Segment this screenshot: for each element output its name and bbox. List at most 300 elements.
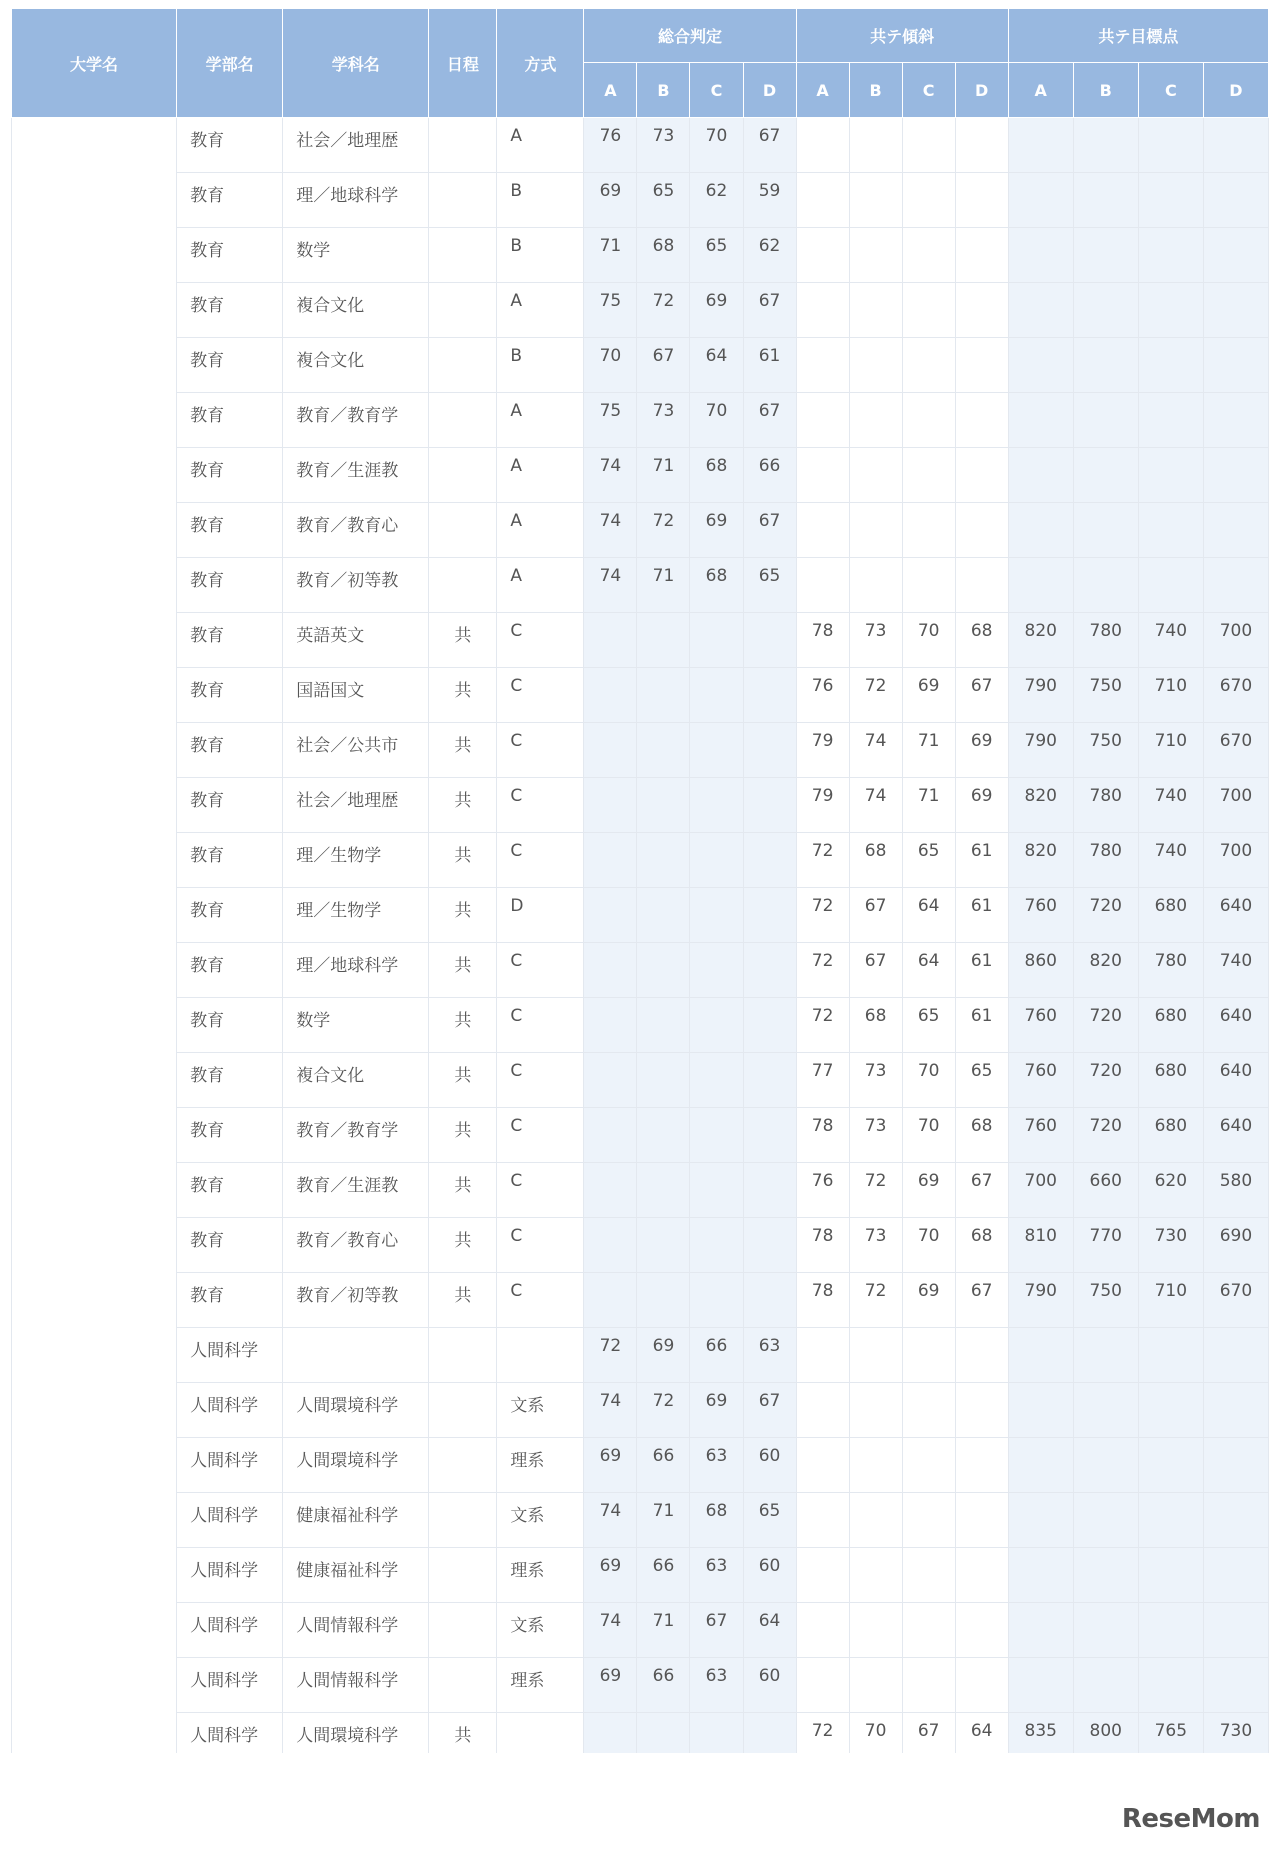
sogo-cell — [743, 723, 796, 778]
table-row — [12, 173, 1269, 228]
header-grade-sogo-1: B — [637, 63, 690, 118]
sogo-cell-value — [637, 1218, 689, 1226]
target-cell-value: 770 — [1089, 1226, 1122, 1246]
target-cell — [1008, 1493, 1073, 1548]
target-cell — [1008, 503, 1073, 558]
target-cell-value — [1074, 558, 1138, 566]
faculty-cell-value: 人間科学 — [190, 1341, 259, 1361]
sogo-cell-value: 66 — [652, 1556, 675, 1576]
sogo-cell-value — [690, 1053, 742, 1061]
table-row — [12, 228, 1269, 283]
sogo-cell — [743, 448, 796, 503]
target-cell-value — [1139, 1328, 1203, 1336]
sogo-cell — [690, 668, 743, 723]
target-cell — [1008, 1218, 1073, 1273]
department-cell — [283, 1658, 429, 1713]
keisha-cell — [902, 778, 955, 833]
sogo-cell-value: 64 — [758, 1611, 781, 1631]
target-cell-value: 740 — [1154, 621, 1188, 641]
sogo-cell — [584, 1383, 637, 1438]
keisha-cell-value — [850, 338, 902, 346]
faculty-cell-value: 人間科学 — [190, 1671, 259, 1691]
faculty-cell-value: 教育 — [190, 296, 225, 316]
target-cell — [1203, 558, 1268, 613]
department-cell-value: 人間環境科学 — [296, 1396, 399, 1416]
target-cell — [1008, 668, 1073, 723]
method-cell-value: C — [510, 841, 523, 861]
keisha-cell-value: 68 — [970, 1226, 993, 1246]
schedule-cell — [429, 1218, 497, 1273]
sogo-cell — [584, 1713, 637, 1754]
target-cell — [1203, 338, 1268, 393]
keisha-cell-value — [903, 283, 955, 291]
target-cell-value — [1139, 393, 1203, 401]
target-cell-value — [1139, 448, 1203, 456]
target-cell-value — [1009, 1658, 1073, 1666]
keisha-cell-value — [956, 558, 1008, 566]
keisha-cell-value — [797, 173, 849, 181]
sogo-cell — [743, 943, 796, 998]
target-cell-value — [1204, 1658, 1268, 1666]
method-cell-value — [510, 1328, 583, 1336]
table-row — [12, 778, 1269, 833]
target-cell — [1073, 833, 1138, 888]
sogo-cell-value — [637, 943, 689, 951]
keisha-cell — [902, 1163, 955, 1218]
faculty-cell — [177, 228, 283, 283]
header-grade-keisha-1: B — [849, 63, 902, 118]
sogo-cell-value — [690, 723, 742, 731]
sogo-cell-value — [744, 1108, 796, 1116]
department-cell — [283, 998, 429, 1053]
admission-criteria-table — [11, 8, 1269, 1753]
keisha-cell — [796, 1108, 849, 1163]
faculty-cell — [177, 448, 283, 503]
keisha-cell — [902, 173, 955, 228]
sogo-cell — [584, 833, 637, 888]
sogo-cell-value: 68 — [705, 1501, 728, 1521]
schedule-cell — [429, 1713, 497, 1754]
schedule-cell-value — [429, 503, 496, 511]
target-cell — [1008, 1273, 1073, 1328]
faculty-cell — [177, 1218, 283, 1273]
keisha-cell-value — [956, 173, 1008, 181]
sogo-cell-value — [584, 943, 636, 951]
keisha-cell-value — [903, 173, 955, 181]
target-cell — [1203, 1493, 1268, 1548]
sogo-cell-value: 74 — [599, 456, 622, 476]
sogo-cell-value — [690, 778, 742, 786]
target-cell — [1073, 998, 1138, 1053]
sogo-cell-value: 72 — [652, 511, 675, 531]
target-cell — [1138, 1548, 1203, 1603]
keisha-cell — [902, 1438, 955, 1493]
department-cell-value: 社会／地理歴 — [296, 131, 399, 151]
sogo-cell — [637, 558, 690, 613]
sogo-cell — [637, 888, 690, 943]
keisha-cell — [849, 228, 902, 283]
method-cell-value: C — [510, 676, 523, 696]
table-container — [11, 8, 1269, 1753]
sogo-cell-value: 72 — [599, 1336, 622, 1356]
sogo-cell — [637, 1493, 690, 1548]
keisha-cell-value: 79 — [811, 786, 834, 806]
sogo-cell-value: 69 — [599, 1446, 622, 1466]
keisha-cell — [955, 1328, 1008, 1383]
target-cell — [1073, 393, 1138, 448]
keisha-cell — [902, 668, 955, 723]
schedule-cell-value: 共 — [454, 956, 472, 976]
schedule-cell-value — [429, 558, 496, 566]
target-cell-value: 670 — [1219, 676, 1253, 696]
table-row — [12, 1328, 1269, 1383]
keisha-cell — [902, 833, 955, 888]
target-cell — [1138, 338, 1203, 393]
keisha-cell-value: 77 — [811, 1061, 834, 1081]
sogo-cell — [690, 1658, 743, 1713]
method-cell — [497, 1548, 584, 1603]
sogo-cell-value: 74 — [599, 511, 622, 531]
target-cell — [1203, 503, 1268, 558]
faculty-cell-value: 教育 — [190, 1176, 225, 1196]
sogo-cell-value: 62 — [705, 181, 728, 201]
schedule-cell-value: 共 — [454, 681, 472, 701]
target-cell-value — [1074, 503, 1138, 511]
sogo-cell — [584, 1218, 637, 1273]
faculty-cell — [177, 1328, 283, 1383]
sogo-cell-value — [637, 998, 689, 1006]
target-cell — [1008, 1053, 1073, 1108]
sogo-cell — [584, 998, 637, 1053]
method-cell — [497, 723, 584, 778]
keisha-cell — [955, 228, 1008, 283]
department-cell-value: 理／地球科学 — [296, 186, 399, 206]
department-cell — [283, 1493, 429, 1548]
target-cell — [1138, 503, 1203, 558]
sogo-cell-value — [744, 613, 796, 621]
schedule-cell — [429, 228, 497, 283]
keisha-cell — [902, 338, 955, 393]
sogo-cell — [743, 1438, 796, 1493]
table-row — [12, 723, 1269, 778]
sogo-cell-value: 69 — [705, 291, 728, 311]
keisha-cell — [849, 1108, 902, 1163]
sogo-cell — [584, 778, 637, 833]
target-cell — [1008, 173, 1073, 228]
keisha-cell-value: 67 — [864, 951, 887, 971]
keisha-cell-value: 79 — [811, 731, 834, 751]
method-cell-value: C — [510, 1061, 523, 1081]
sogo-cell-value: 67 — [758, 1391, 781, 1411]
table-row — [12, 1548, 1269, 1603]
target-cell — [1008, 613, 1073, 668]
department-cell-value: 国語国文 — [296, 681, 365, 701]
target-cell-value: 760 — [1024, 896, 1057, 916]
target-cell — [1073, 1108, 1138, 1163]
target-cell — [1073, 173, 1138, 228]
sogo-cell — [690, 888, 743, 943]
sogo-cell — [690, 283, 743, 338]
sogo-cell — [690, 778, 743, 833]
sogo-cell-value — [690, 668, 742, 676]
keisha-cell-value — [850, 118, 902, 126]
faculty-cell-value: 教育 — [190, 736, 225, 756]
sogo-cell-value: 76 — [599, 126, 622, 146]
sogo-cell-value: 69 — [599, 1556, 622, 1576]
keisha-cell — [796, 1328, 849, 1383]
keisha-cell — [796, 1053, 849, 1108]
schedule-cell-value — [429, 1658, 496, 1666]
keisha-cell — [955, 668, 1008, 723]
method-cell — [497, 1328, 584, 1383]
keisha-cell-value — [850, 1493, 902, 1501]
table-row — [12, 1603, 1269, 1658]
sogo-cell-value — [584, 833, 636, 841]
faculty-cell-value: 教育 — [190, 241, 225, 261]
sogo-cell-value: 74 — [599, 1611, 622, 1631]
sogo-cell — [743, 888, 796, 943]
sogo-cell-value: 66 — [652, 1666, 675, 1686]
keisha-cell-value — [956, 1493, 1008, 1501]
keisha-cell — [796, 1438, 849, 1493]
sogo-cell-value: 65 — [705, 236, 728, 256]
sogo-cell-value — [637, 613, 689, 621]
keisha-cell — [955, 723, 1008, 778]
sogo-cell — [637, 1438, 690, 1493]
method-cell — [497, 1163, 584, 1218]
sogo-cell-value: 67 — [652, 346, 675, 366]
sogo-cell — [584, 668, 637, 723]
faculty-cell-value: 教育 — [190, 901, 225, 921]
keisha-cell — [902, 888, 955, 943]
keisha-cell-value — [956, 118, 1008, 126]
faculty-cell — [177, 558, 283, 613]
table-row — [12, 503, 1269, 558]
target-cell-value: 790 — [1024, 1281, 1057, 1301]
keisha-cell — [796, 283, 849, 338]
keisha-cell-value — [903, 1548, 955, 1556]
sogo-cell-value — [744, 668, 796, 676]
faculty-cell — [177, 1163, 283, 1218]
faculty-cell — [177, 118, 283, 173]
sogo-cell-value — [744, 998, 796, 1006]
sogo-cell-value — [690, 943, 742, 951]
sogo-cell — [690, 1163, 743, 1218]
keisha-cell-value: 69 — [970, 731, 993, 751]
department-cell — [283, 613, 429, 668]
department-cell — [283, 228, 429, 283]
keisha-cell — [849, 943, 902, 998]
faculty-cell — [177, 778, 283, 833]
keisha-cell — [796, 778, 849, 833]
keisha-cell-value: 61 — [970, 841, 993, 861]
department-cell-value: 複合文化 — [296, 351, 365, 371]
keisha-cell — [796, 1603, 849, 1658]
target-cell-value: 730 — [1219, 1721, 1253, 1741]
sogo-cell-value: 60 — [758, 1666, 781, 1686]
department-cell-value: 人間環境科学 — [296, 1726, 399, 1746]
target-cell — [1008, 1328, 1073, 1383]
department-cell — [283, 1438, 429, 1493]
keisha-cell — [955, 1493, 1008, 1548]
sogo-cell — [584, 448, 637, 503]
keisha-cell-value: 70 — [864, 1721, 887, 1741]
sogo-cell — [584, 1548, 637, 1603]
method-cell — [497, 1108, 584, 1163]
sogo-cell — [743, 503, 796, 558]
sogo-cell-value — [637, 1713, 689, 1721]
faculty-cell-value: 人間科学 — [190, 1616, 259, 1636]
sogo-cell-value: 70 — [599, 346, 622, 366]
faculty-cell — [177, 1603, 283, 1658]
sogo-cell — [690, 1603, 743, 1658]
keisha-cell-value — [797, 338, 849, 346]
sogo-cell-value: 69 — [599, 181, 622, 201]
method-cell-value: C — [510, 786, 523, 806]
department-cell-value: 教育／初等教 — [296, 1286, 399, 1306]
sogo-cell — [690, 558, 743, 613]
method-cell-value: C — [510, 1226, 523, 1246]
target-cell — [1008, 1713, 1073, 1754]
schedule-cell-value: 共 — [454, 626, 472, 646]
department-cell-value: 教育／教育学 — [296, 406, 399, 426]
target-cell-value: 780 — [1089, 786, 1122, 806]
sogo-cell-value: 66 — [652, 1446, 675, 1466]
schedule-cell-value — [429, 1328, 496, 1336]
faculty-cell — [177, 338, 283, 393]
header-group-sogo: 総合判定 — [584, 9, 796, 63]
resemom-logo: ReseMom — [1121, 1804, 1260, 1834]
header-grade-keisha-2: C — [902, 63, 955, 118]
target-cell-value — [1139, 1438, 1203, 1446]
schedule-cell — [429, 1548, 497, 1603]
keisha-cell-value: 64 — [917, 951, 940, 971]
target-cell-value: 680 — [1154, 1061, 1188, 1081]
sogo-cell — [743, 1658, 796, 1713]
method-cell — [497, 558, 584, 613]
keisha-cell — [796, 833, 849, 888]
keisha-cell-value — [850, 1383, 902, 1391]
sogo-cell — [637, 723, 690, 778]
department-cell — [283, 1603, 429, 1658]
faculty-cell — [177, 613, 283, 668]
target-cell — [1008, 943, 1073, 998]
faculty-cell-value: 教育 — [190, 1011, 225, 1031]
keisha-cell — [902, 1218, 955, 1273]
target-cell-value: 835 — [1024, 1721, 1057, 1741]
department-cell — [283, 668, 429, 723]
keisha-cell-value — [797, 1493, 849, 1501]
faculty-cell-value: 教育 — [190, 956, 225, 976]
sogo-cell — [690, 228, 743, 283]
keisha-cell-value — [956, 283, 1008, 291]
sogo-cell — [690, 1493, 743, 1548]
keisha-cell — [902, 1383, 955, 1438]
schedule-cell — [429, 448, 497, 503]
keisha-cell-value: 73 — [864, 1116, 887, 1136]
keisha-cell — [902, 283, 955, 338]
keisha-cell — [849, 1273, 902, 1328]
sogo-cell — [584, 1328, 637, 1383]
university-cell — [12, 118, 177, 1754]
sogo-cell — [637, 118, 690, 173]
keisha-cell-value — [903, 393, 955, 401]
table-row — [12, 943, 1269, 998]
sogo-cell — [584, 118, 637, 173]
sogo-cell — [637, 943, 690, 998]
target-cell-value — [1009, 393, 1073, 401]
keisha-cell — [796, 943, 849, 998]
sogo-cell — [637, 1383, 690, 1438]
target-cell — [1008, 723, 1073, 778]
target-cell-value: 780 — [1089, 841, 1122, 861]
target-cell — [1008, 1163, 1073, 1218]
schedule-cell-value: 共 — [454, 1066, 472, 1086]
keisha-cell — [955, 1273, 1008, 1328]
keisha-cell-value — [797, 1548, 849, 1556]
faculty-cell-value: 教育 — [190, 626, 225, 646]
department-cell — [283, 1273, 429, 1328]
target-cell — [1138, 1713, 1203, 1754]
sogo-cell — [743, 338, 796, 393]
faculty-cell-value: 人間科学 — [190, 1451, 259, 1471]
department-cell — [283, 118, 429, 173]
keisha-cell-value: 69 — [917, 1171, 940, 1191]
target-cell-value: 720 — [1089, 1116, 1122, 1136]
keisha-cell — [955, 1603, 1008, 1658]
keisha-cell — [955, 283, 1008, 338]
keisha-cell-value: 73 — [864, 1226, 887, 1246]
keisha-cell — [849, 118, 902, 173]
keisha-cell — [796, 228, 849, 283]
keisha-cell — [955, 943, 1008, 998]
target-cell — [1138, 1053, 1203, 1108]
keisha-cell — [796, 1218, 849, 1273]
keisha-cell — [796, 613, 849, 668]
keisha-cell-value: 64 — [917, 896, 940, 916]
keisha-cell — [796, 1548, 849, 1603]
method-cell-value: C — [510, 1171, 523, 1191]
sogo-cell-value: 75 — [599, 401, 622, 421]
keisha-cell-value: 72 — [811, 1721, 834, 1741]
sogo-cell-value — [744, 1053, 796, 1061]
keisha-cell — [849, 1438, 902, 1493]
keisha-cell — [955, 1218, 1008, 1273]
keisha-cell — [902, 228, 955, 283]
target-cell-value: 820 — [1024, 841, 1057, 861]
target-cell-value: 680 — [1154, 1006, 1188, 1026]
sogo-cell-value: 65 — [652, 181, 675, 201]
keisha-cell — [955, 778, 1008, 833]
header-grade-target-0: A — [1008, 63, 1073, 118]
keisha-cell — [796, 338, 849, 393]
schedule-cell-value — [429, 1603, 496, 1611]
keisha-cell — [849, 723, 902, 778]
schedule-cell-value — [429, 173, 496, 181]
sogo-cell — [690, 448, 743, 503]
sogo-cell-value — [637, 778, 689, 786]
method-cell-value: 理系 — [510, 1561, 545, 1581]
keisha-cell-value — [850, 1438, 902, 1446]
sogo-cell-value — [690, 1713, 742, 1721]
target-cell-value — [1009, 173, 1073, 181]
target-cell-value — [1074, 118, 1138, 126]
sogo-cell-value: 75 — [599, 291, 622, 311]
sogo-cell-value: 70 — [705, 401, 728, 421]
target-cell-value: 670 — [1219, 731, 1253, 751]
schedule-cell — [429, 943, 497, 998]
target-cell — [1008, 448, 1073, 503]
